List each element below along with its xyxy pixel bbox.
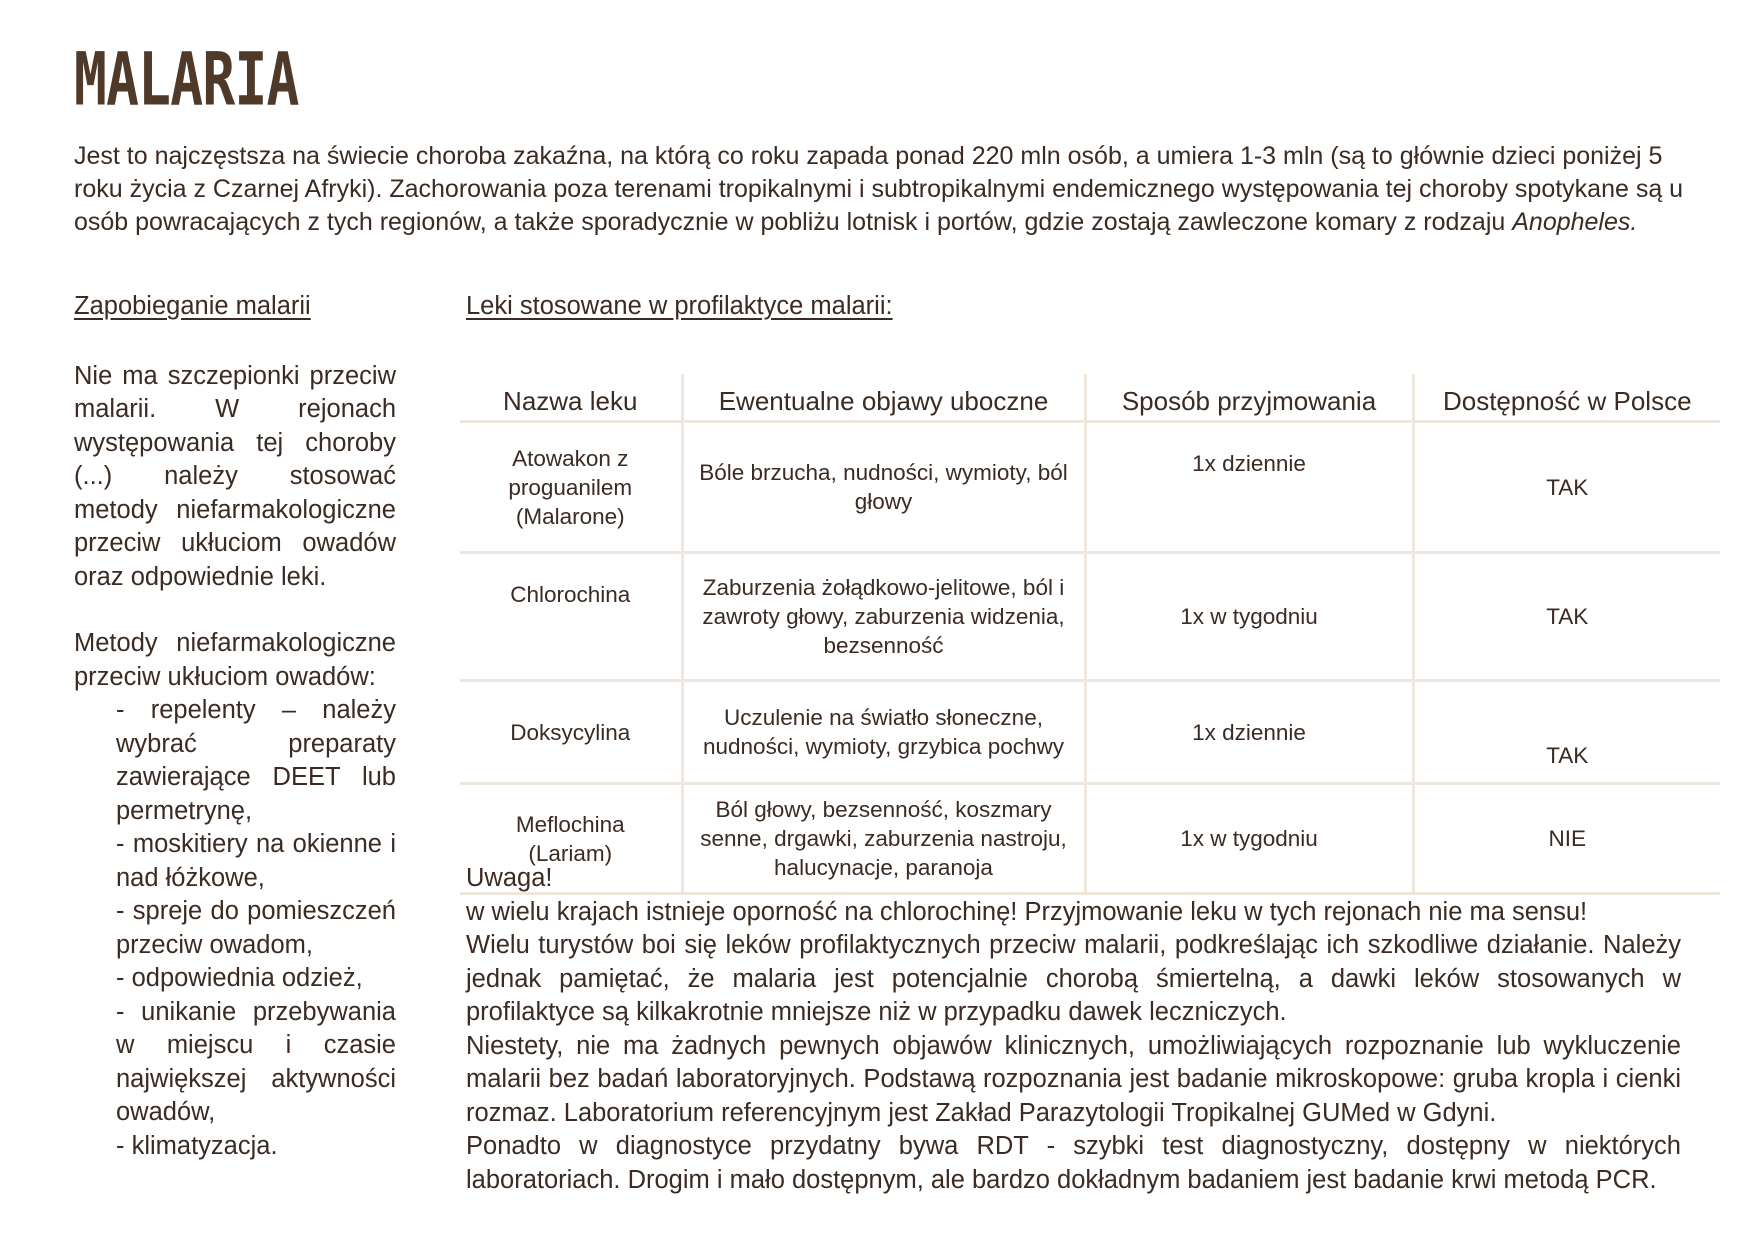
prevention-column [74,290,396,1163]
methods-heading: Metody niefarmakologiczne przeciw ukłuciom owadów: [74,629,396,691]
list-item: - spreje do pomieszczeń przeciw owadom, [116,897,396,959]
availability-cell: TAK [1413,681,1720,784]
dosage-cell: 1x dziennie [1085,422,1413,553]
table-header-row [460,374,1720,422]
prevention-heading: Zapobieganie malarii [74,292,311,320]
side-effects-cell: Ból głowy, bezsenność, koszmary senne, drgawki, zaburzenia nastroju, halucynacje, paranoja [682,784,1085,894]
table-row [460,681,1720,784]
availability-cell: TAK [1413,422,1720,553]
warning-heading: Uwaga! [466,864,553,892]
column-header: Nazwa leku [460,374,682,422]
drug-name-cell: Chlorochina [460,553,682,681]
page-title: MALARIA [74,36,299,123]
side-effects-cell: Uczulenie na światło słoneczne, nudności, wymioty, grzybica pochwy [682,681,1085,784]
column-header: Sposób przyjmowania [1085,374,1413,422]
warning-paragraph: w wielu krajach istnieje oporność na chlorochinę! Przyjmowanie leku w tych rejonach nie ma sensu! [466,897,1588,926]
availability-cell: TAK [1413,553,1720,681]
warning-section [466,862,1681,1197]
drug-name-cell: Doksycylina [460,681,682,784]
dosage-cell: 1x w tygodniu [1085,784,1413,894]
list-item: - odpowiednia odzież, [116,964,363,992]
methods-list [74,694,396,1163]
drug-name-cell: Meflochina (Lariam) [460,784,682,894]
intro-paragraph [74,140,1692,239]
table-row [460,422,1720,553]
drugs-heading: Leki stosowane w profilaktyce malarii: [466,292,893,320]
warning-paragraph: Ponadto w diagnostyce przydatny bywa RDT - szybki test diagnostyczny, dostępny w niektórych laboratoriach. Drogim i mało dostępnym, ale bardzo dokładnym badaniem jest badanie krwi metodą PCR. [466,1132,1681,1194]
drugs-column [466,290,1719,323]
list-item: - moskitiery na okienne i nad łóżkowe, [116,830,396,892]
column-header: Ewentualne objawy uboczne [682,374,1085,422]
side-effects-cell: Bóle brzucha, nudności, wymioty, ból głowy [682,422,1085,553]
drug-name-cell: Atowakon z proguanilem (Malarone) [460,422,682,553]
column-header: Dostępność w Polsce [1413,374,1720,422]
availability-cell: NIE [1413,784,1720,894]
drugs-table [460,374,1720,895]
dosage-cell: 1x dziennie [1085,681,1413,784]
intro-italic-genus: Anopheles. [1512,208,1638,236]
side-effects-cell: Zaburzenia żołądkowo-jelitowe, ból i zawroty głowy, zaburzenia widzenia, bezsenność [682,553,1085,681]
intro-text: Jest to najczęstsza na świecie choroba zakaźna, na którą co roku zapada ponad 220 mln osób, a umiera 1-3 mln (są to głównie dzieci poniżej 5 roku życia z Czarnej Afryki). Zachorowania poza terenami tropikalnymi i subtropikalnymi endemicznego występowania tej choroby spotykane są u osób powracających z tych regionów, a także sporadycznie w pobliżu lotnisk i portów, gdzie zostają zawleczone komary z rodzaju [74,142,1684,236]
dosage-cell: 1x w tygodniu [1085,553,1413,681]
prevention-paragraph: Nie ma szczepionki przeciw malarii. W rejonach występowania tej choroby (...) należy stosować metody niefarmakologiczne przeciw ukłuciom owadów oraz odpowiednie leki. [74,361,396,591]
warning-paragraph: Niestety, nie ma żadnych pewnych objawów klinicznych, umożliwiających rozpoznanie lub wykluczenie malarii bez badań laboratoryjnych. Podstawą rozpoznania jest badanie mikroskopowe: gruba kropla i cienki rozmaz. Laboratorium referencyjnym jest Zakład Parazytologii Tropikalnej GUMed w Gdyni. [466,1031,1681,1127]
list-item: - repelenty – należy wybrać preparaty zawierające DEET lub permetrynę, [116,696,396,825]
list-item: - unikanie przebywania w miejscu i czasie największej aktywności owadów, [116,997,396,1126]
warning-paragraph: Wielu turystów boi się leków profilaktycznych przeciw malarii, podkreślając ich szkodliwe działanie. Należy jednak pamiętać, że malaria jest potencjalnie chorobą śmiertelną, a dawki leków stosowanych w profilaktyce są kilkakrotnie mniejsze niż w przypadku dawek leczniczych. [466,931,1681,1026]
table-row [460,553,1720,681]
list-item: - klimatyzacja. [116,1131,278,1160]
